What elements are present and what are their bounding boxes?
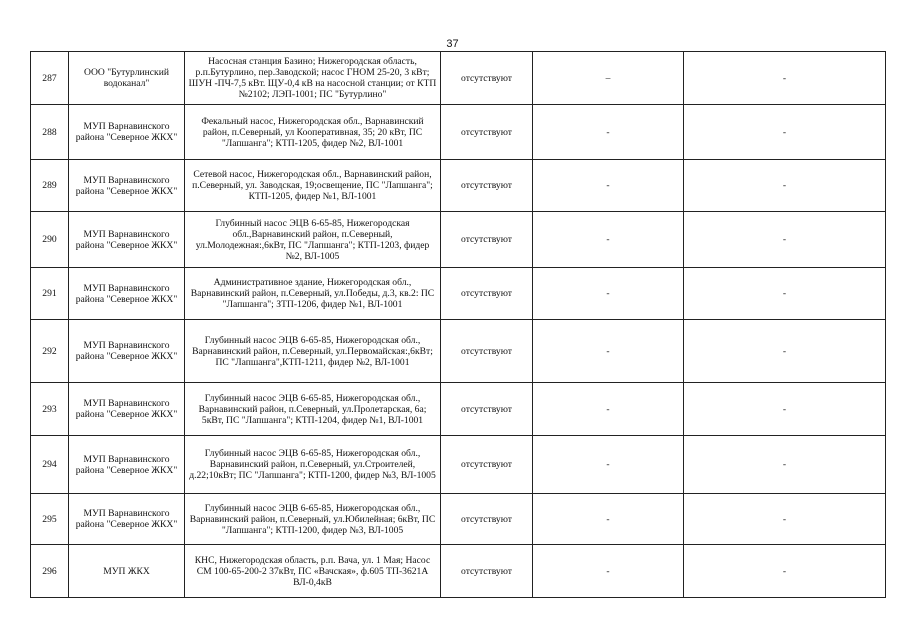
note-cell: отсутствуют (441, 494, 533, 545)
owner-cell: МУП Варнавинского района "Северное ЖКХ" (69, 268, 185, 320)
value-cell: - (533, 160, 684, 212)
value-cell: - (533, 383, 684, 436)
table-row (31, 52, 886, 105)
row-number: 293 (31, 383, 69, 436)
row-number: 290 (31, 212, 69, 268)
object-cell: Фекальный насос, Нижегородская обл., Варнавинский район, п.Северный, ул Кооперативная, 35; 20 кВт, ПС "Лапшанга"; КТП-1205, фидер №2, ВЛ-1001 (185, 105, 441, 160)
owner-cell: МУП Варнавинского района "Северное ЖКХ" (69, 160, 185, 212)
value-cell: - (684, 212, 886, 268)
object-cell: Глубинный насос ЭЦВ 6-65-85, Нижегородская обл., Варнавинский район, п.Северный, ул.Строителей, д.22;10кВт; ПС "Лапшанга"; КТП-1200, фидер №3, ВЛ-1005 (185, 436, 441, 494)
owner-cell: МУП Варнавинского района "Северное ЖКХ" (69, 105, 185, 160)
value-cell: - (684, 545, 886, 598)
value-cell: - (533, 212, 684, 268)
object-cell: Сетевой насос, Нижегородская обл., Варнавинский район, п.Северный, ул. Заводская, 19;освещение, ПС "Лапшанга"; КТП-1205, фидер №1, ВЛ-1001 (185, 160, 441, 212)
owner-cell: МУП Варнавинского района "Северное ЖКХ" (69, 494, 185, 545)
owner-cell: МУП Варнавинского района "Северное ЖКХ" (69, 383, 185, 436)
value-cell: - (684, 105, 886, 160)
value-cell: - (533, 545, 684, 598)
note-cell: отсутствуют (441, 545, 533, 598)
note-cell: отсутствуют (441, 52, 533, 105)
object-cell: Глубинный насос ЭЦВ 6-65-85, Нижегородская обл., Варнавинский район, п.Северный, ул.Юбилейная; 6кВт, ПС "Лапшанга"; КТП-1200, фидер №3, ВЛ-1005 (185, 494, 441, 545)
note-cell: отсутствуют (441, 105, 533, 160)
row-number: 291 (31, 268, 69, 320)
object-cell: Глубинный насос ЭЦВ 6-65-85, Нижегородская обл., Варнавинский район, п.Северный, ул.Пролетарская, 6а; 5кВт, ПС "Лапшанга"; КТП-1204, фидер №1, ВЛ-1001 (185, 383, 441, 436)
row-number: 287 (31, 52, 69, 105)
object-cell: Насосная станция Базино; Нижегородская область, р.п.Бутурлино, пер.Заводской; насос ГНОМ 25-20, 3 кВт; ШУН -ПЧ-7,5 кВт. ЩУ-0,4 кВ на насосной станции; от КТП №2102; ЛЭП-1001; ПС "Бутурлино" (185, 52, 441, 105)
value-cell: - (533, 436, 684, 494)
note-cell: отсутствуют (441, 160, 533, 212)
row-number: 288 (31, 105, 69, 160)
note-cell: отсутствуют (441, 383, 533, 436)
note-cell: отсутствуют (441, 268, 533, 320)
table-row (31, 105, 886, 160)
object-cell: Глубинный насос ЭЦВ 6-65-85, Нижегородская обл., Варнавинский район, п.Северный, ул.Первомайская:,6кВт; ПС "Лапшанга",КТП-1211, фидер №2, ВЛ-1001 (185, 320, 441, 383)
table-row (31, 383, 886, 436)
row-number: 295 (31, 494, 69, 545)
table-row (31, 494, 886, 545)
owner-cell: МУП ЖКХ (69, 545, 185, 598)
note-cell: отсутствуют (441, 212, 533, 268)
registry-table (30, 51, 886, 598)
page-number: 37 (446, 38, 459, 50)
value-cell: - (684, 52, 886, 105)
note-cell: отсутствуют (441, 320, 533, 383)
owner-cell: МУП Варнавинского района "Северное ЖКХ" (69, 320, 185, 383)
owner-cell: ООО "Бутурлинский водоканал" (69, 52, 185, 105)
owner-cell: МУП Варнавинского района "Северное ЖКХ" (69, 212, 185, 268)
object-cell: Административное здание, Нижегородская обл., Варнавинский район, п.Северный, ул.Победы, д.3, кв.2: ПС "Лапшанга"; ЗТП-1206, фидер №1, ВЛ-1001 (185, 268, 441, 320)
table-row (31, 320, 886, 383)
value-cell: - (533, 320, 684, 383)
note-cell: отсутствуют (441, 436, 533, 494)
table-row (31, 160, 886, 212)
value-cell: - (684, 436, 886, 494)
row-number: 289 (31, 160, 69, 212)
table-row (31, 436, 886, 494)
row-number: 296 (31, 545, 69, 598)
table-row (31, 545, 886, 598)
value-cell: - (684, 320, 886, 383)
value-cell: - (533, 494, 684, 545)
object-cell: КНС, Нижегородская область, р.п. Вача, ул. 1 Мая; Насос СМ 100-65-200-2 37кВт, ПС «Вачская», ф.605 ТП-3621А ВЛ-0,4кВ (185, 545, 441, 598)
owner-cell: МУП Варнавинского района "Северное ЖКХ" (69, 436, 185, 494)
row-number: 292 (31, 320, 69, 383)
value-cell: – (533, 52, 684, 105)
row-number: 294 (31, 436, 69, 494)
value-cell: - (684, 268, 886, 320)
value-cell: - (684, 383, 886, 436)
value-cell: - (533, 268, 684, 320)
object-cell: Глубинный насос ЭЦВ 6-65-85, Нижегородская обл.,Варнавинский район, п.Северный, ул.Молодежная:,6кВт, ПС "Лапшанга"; КТП-1203, фидер №2, ВЛ-1005 (185, 212, 441, 268)
table-row (31, 268, 886, 320)
value-cell: - (684, 160, 886, 212)
value-cell: - (684, 494, 886, 545)
table-row (31, 212, 886, 268)
value-cell: - (533, 105, 684, 160)
